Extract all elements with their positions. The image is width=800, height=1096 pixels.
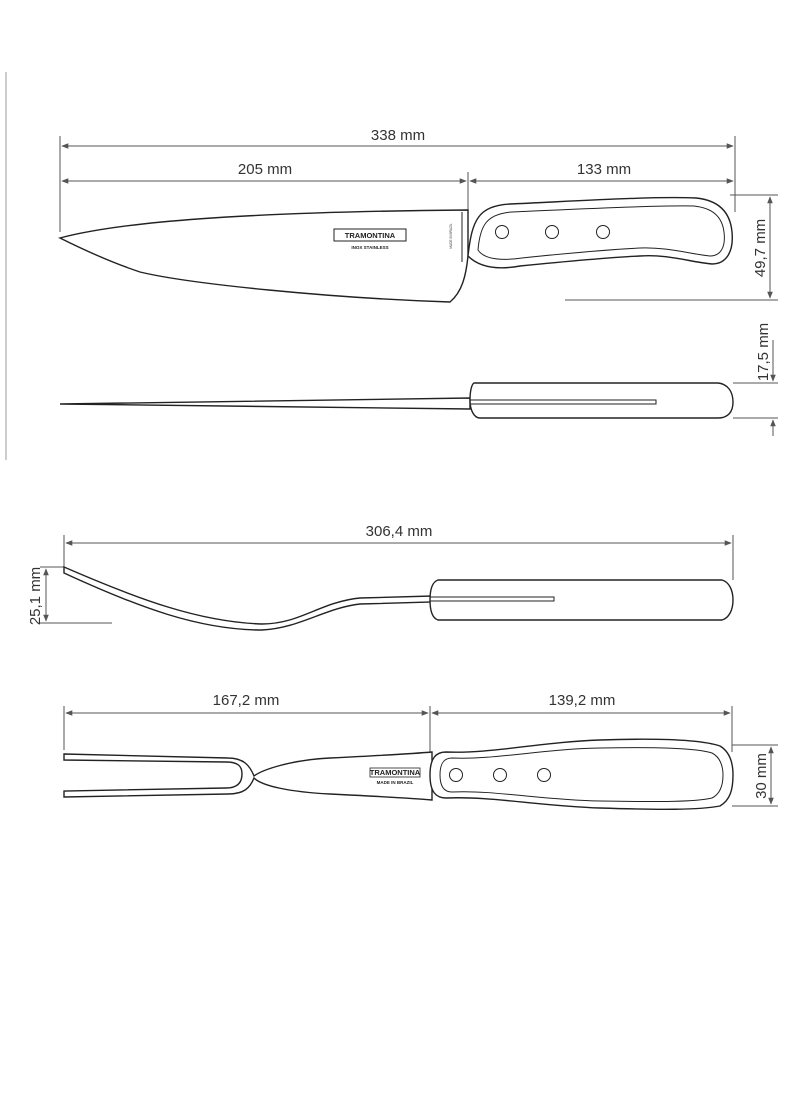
knife-height-label: 49,7 mm [752,218,769,278]
knife-origin-marking: MADE IN BRAZIL [449,223,453,249]
knife-blade-length-label: 205 mm [237,161,293,178]
fork-side-height-label: 25,1 mm [27,566,44,626]
fork-tine-side [64,567,432,630]
fork-brand-label: TRAMONTINA [369,768,421,777]
fork-origin-marking: MADE IN BRAZIL [376,780,414,785]
fork-handle-length-label: 139,2 mm [548,692,616,709]
fork-overall-length-label: 306,4 mm [365,523,433,540]
fork-width-label: 30 mm [753,753,770,799]
knife-brand-label: TRAMONTINA [344,231,396,240]
knife-blade-marking: INOX STAINLESS [351,245,389,250]
knife-blade-spine [60,398,470,409]
fork-tines-length-label: 167,2 mm [212,692,280,709]
knife-overall-length-label: 338 mm [370,127,426,144]
knife-thickness-label: 17,5 mm [755,322,772,382]
fork-handle-side [430,580,733,620]
knife-side-view [60,127,778,302]
fork-side-view [27,523,733,630]
knife-top-view [60,323,778,436]
knife-handle-length-label: 133 mm [576,161,632,178]
knife-blade [60,210,468,302]
fork-top-view [64,692,778,809]
